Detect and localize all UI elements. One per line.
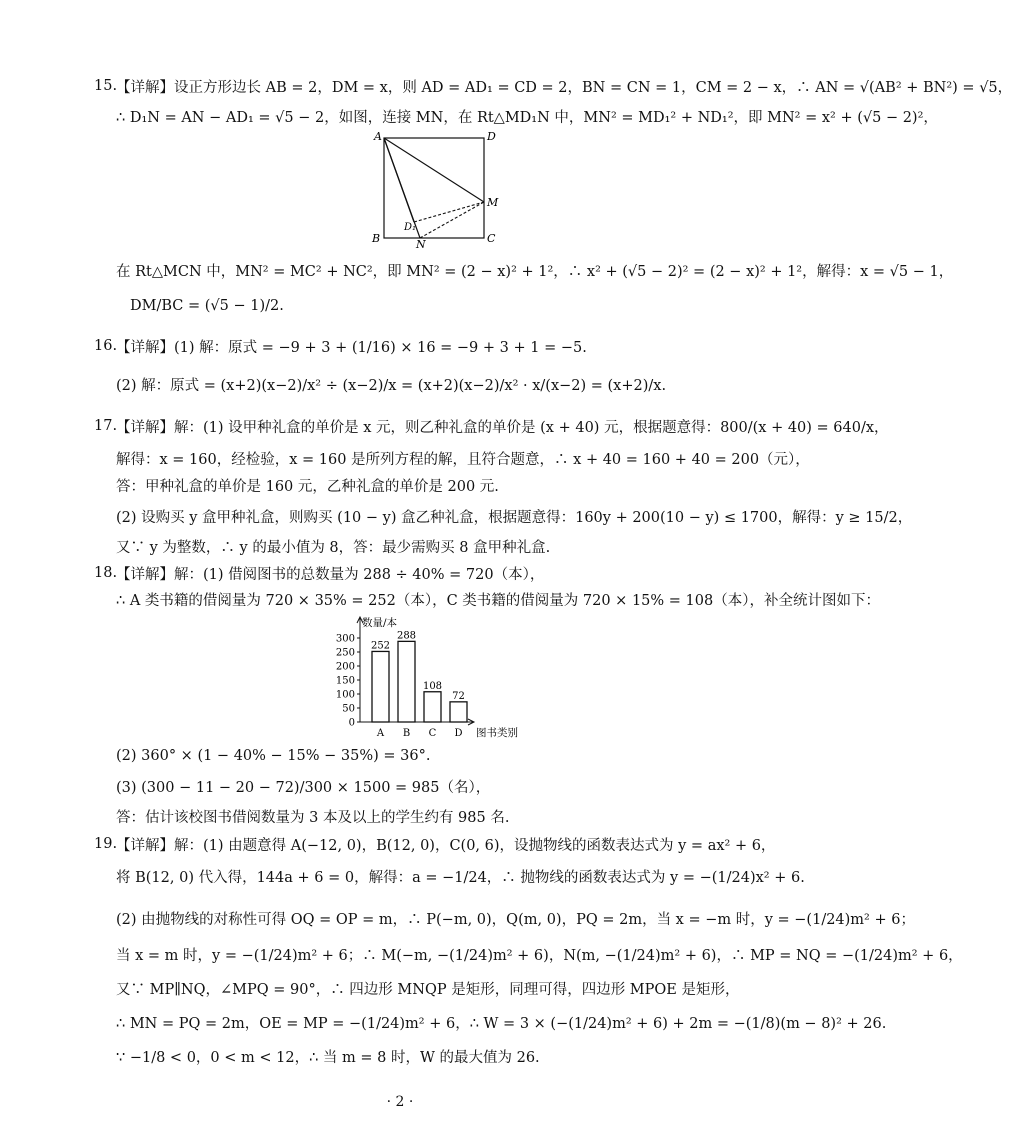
problem-19-number: 19. [94, 836, 118, 852]
chart-bar-A [372, 651, 389, 722]
problem-18-line-3: (2) 360° × (1 − 40% − 15% − 35%) = 36°. [116, 748, 431, 764]
chart-x-tick-label-C: C [428, 728, 437, 739]
label-n: N [416, 238, 426, 251]
problem-17-line-3: 答：甲种礼盒的单价是 160 元，乙种礼盒的单价是 200 元. [116, 479, 499, 495]
problem-15-line-2: ∴ D₁N = AN − AD₁ = √5 − 2，如图，连接 MN，在 Rt△MD₁N 中，MN² = MD₁² + ND₁²，即 MN² = x² + (√5 − 2)²， [116, 110, 938, 126]
page-number: · 2 · [386, 1094, 414, 1110]
chart-y-tick-label: 100 [335, 689, 355, 701]
label-c: C [487, 232, 496, 245]
problem-17-line-5: 又∵ y 为整数，∴ y 的最小值为 8，答：最少需购买 8 盒甲种礼盒. [116, 540, 551, 556]
problem-16-line-2: (2) 解：原式 = (x+2)(x−2)/x² ÷ (x−2)/x = (x+2)(x−2)/x² · x/(x−2) = (x+2)/x. [116, 378, 667, 394]
label-b: B [372, 232, 381, 245]
problem-19-line-5: 又∵ MP∥NQ，∠MPQ = 90°，∴ 四边形 MNQP 是矩形，同理可得，四边形 MPOE 是矩形， [116, 982, 740, 998]
chart-y-tick-label: 50 [342, 703, 355, 715]
chart-x-tick-label-D: D [454, 728, 463, 739]
problem-15-line-4: DM/BC = (√5 − 1)/2. [130, 298, 284, 314]
chart-x-tick-label-A: A [376, 728, 385, 739]
problem-19-line-7: ∵ −1/8 < 0，0 < m < 12，∴ 当 m = 8 时，W 的最大值为 26. [116, 1050, 540, 1066]
label-d: D [487, 130, 496, 143]
chart-bar-D [450, 702, 467, 722]
chart-data-label-C: 108 [422, 680, 443, 692]
chart-y-tick-label: 200 [335, 661, 355, 673]
problem-16-line-1: 【详解】(1) 解：原式 = −9 + 3 + (1/16) × 16 = −9 + 3 + 1 = −5. [116, 340, 587, 356]
problem-18-line-1: 【详解】解：(1) 借阅图书的总数量为 288 ÷ 40% = 720（本）， [116, 567, 545, 583]
problem-17-line-4: (2) 设购买 y 盒甲种礼盒，则购买 (10 − y) 盒乙种礼盒，根据题意得：160y + 200(10 − y) ≤ 1700，解得：y ≥ 15/2， [116, 510, 913, 526]
problem-18-line-2: ∴ A 类书籍的借阅量为 720 × 35% = 252（本），C 类书籍的借阅量为 720 × 15% = 108（本），补全统计图如下： [116, 593, 880, 609]
chart-data-label-D: 72 [452, 690, 465, 702]
segment-ad1 [384, 138, 414, 222]
chart-y-tick-label: 0 [348, 717, 355, 729]
chart-x-axis-label: 图书类别 [476, 727, 518, 739]
problem-15-number: 15. [94, 78, 118, 94]
label-d1: D₁ [404, 222, 417, 233]
label-a: A [374, 130, 382, 143]
problem-19-line-3: (2) 由抛物线的对称性可得 OQ = OP = m，∴ P(−m, 0)，Q(m, 0)，PQ = 2m，当 x = −m 时，y = −(1/24)m² + 6； [116, 912, 915, 928]
chart-y-tick-label: 150 [335, 675, 355, 687]
chart-data-label-B: 288 [396, 630, 417, 642]
problem-19-line-1: 【详解】解：(1) 由题意得 A(−12, 0)，B(12, 0)，C(0, 6)，设抛物线的函数表达式为 y = ax² + 6， [116, 838, 776, 854]
problem-19-line-4: 当 x = m 时，y = −(1/24)m² + 6；∴ M(−m, −(1/24)m² + 6)，N(m, −(1/24)m² + 6)，∴ MP = NQ = −(1/24)m² + 6， [116, 948, 963, 964]
chart-y-axis-label: 数量/本 [362, 617, 398, 629]
problem-17-line-1: 【详解】解：(1) 设甲种礼盒的单价是 x 元，则乙种礼盒的单价是 (x + 40) 元，根据题意得：800/(x + 40) = 640/x， [116, 420, 889, 436]
chart-bar-B [398, 641, 415, 722]
chart-data-label-A: 252 [370, 640, 391, 652]
problem-19-line-2: 将 B(12, 0) 代入得，144a + 6 = 0，解得：a = −1/24，∴ 抛物线的函数表达式为 y = −(1/24)x² + 6. [116, 870, 805, 886]
chart-y-tick-label: 300 [335, 633, 355, 645]
problem-18-line-4: (3) (300 − 11 − 20 − 72)/300 × 1500 = 985（名）， [116, 780, 491, 796]
square-geometry-figure [360, 126, 500, 251]
problem-18-number: 18. [94, 565, 118, 581]
problem-18-line-5: 答：估计该校图书借阅数量为 3 本及以上的学生约有 985 名. [116, 810, 510, 826]
problem-15-line-1: 【详解】设正方形边长 AB = 2，DM = x，则 AD = AD₁ = CD = 2，BN = CN = 1，CM = 2 − x，∴ AN = √(AB² + BN²) = √5， [116, 80, 1012, 96]
problem-17-line-2: 解得：x = 160，经检验，x = 160 是所列方程的解，且符合题意，∴ x + 40 = 160 + 40 = 200（元）， [116, 452, 810, 468]
label-m: M [487, 196, 499, 209]
chart-ticks [336, 634, 360, 729]
problem-17-number: 17. [94, 418, 118, 434]
square-abcd [384, 138, 484, 238]
book-category-bar-chart [326, 614, 526, 746]
dashed-d1m [414, 202, 484, 222]
problem-16-number: 16. [94, 338, 118, 354]
problem-15-line-3: 在 Rt△MCN 中，MN² = MC² + NC²，即 MN² = (2 − x)² + 1²，∴ x² + (√5 − 2)² = (2 − x)² + 1²，解得：x = √5 − 1， [116, 264, 954, 280]
problem-19-line-6: ∴ MN = PQ = 2m，OE = MP = −(1/24)m² + 6，∴ W = 3 × (−(1/24)m² + 6) + 2m = −(1/8)(m − 8)² + 26. [116, 1016, 887, 1032]
chart-x-tick-label-B: B [402, 728, 411, 739]
chart-bar-C [424, 692, 441, 722]
segment-am [384, 138, 484, 202]
chart-bars [371, 630, 467, 739]
chart-y-tick-label: 250 [335, 647, 355, 659]
dashed-nm [420, 202, 484, 238]
